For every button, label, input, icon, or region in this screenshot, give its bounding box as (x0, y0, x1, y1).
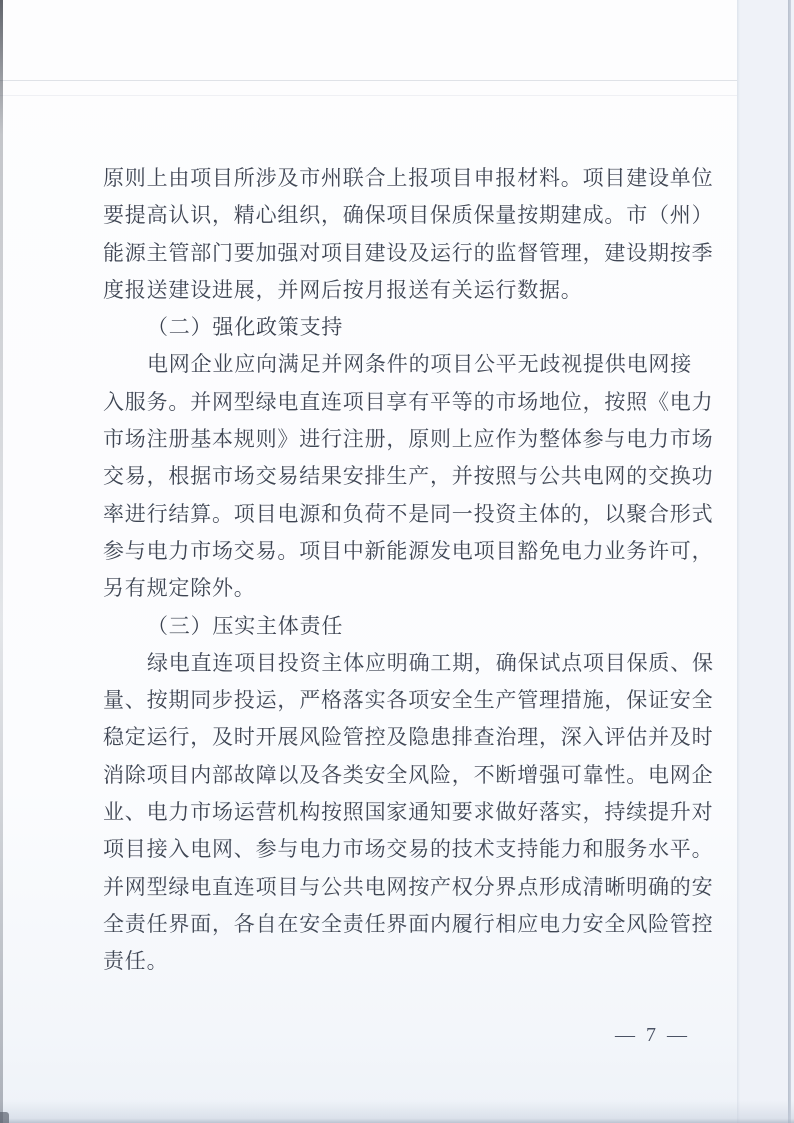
text-line: 消除项目内部故障以及各类安全风险，不断增强可靠性。电网企 (103, 762, 714, 787)
scan-right-edge-line (788, 0, 791, 1123)
section-heading-3: （三）压实主体责任 (147, 613, 344, 638)
page-number: — 7 — (615, 1024, 690, 1046)
text-line: 原则上由项目所涉及市州联合上报项目申报材料。项目建设单位 (103, 166, 714, 190)
scan-left-edge-line (0, 0, 3, 1123)
text-line: 电网企业应向满足并网条件的项目公平无歧视提供电网接 (147, 352, 692, 377)
text-line: 参与电力市场交易。项目中新能源发电项目豁免电力业务许可， (103, 538, 714, 563)
text-line: 要提高认识，精心组织，确保项目保质保量按期建成。市（州） (103, 203, 714, 228)
text-line: 率进行结算。项目电源和负荷不是同一投资主体的，以聚合形式 (103, 501, 714, 526)
scan-right-margin (737, 0, 794, 1123)
document-body (103, 160, 723, 981)
text-line: 度报送建设进展，并网后按月报送有关运行数据。 (103, 277, 583, 302)
scan-fold-line-secondary (0, 95, 794, 96)
text-line: 交易，根据市场交易结果安排生产，并按照与公共电网的交换功 (103, 464, 714, 489)
text-line: 并网型绿电直连项目与公共电网按产权分界点形成清晰明确的安 (103, 874, 714, 899)
text-line: 能源主管部门要加强对项目建设及运行的监督管理，建设期按季 (103, 240, 714, 265)
text-line: 稳定运行，及时开展风险管控及隐患排查治理，深入评估并及时 (103, 725, 714, 750)
text-line: 市场注册基本规则》进行注册，原则上应作为整体参与电力市场 (103, 427, 714, 452)
scan-fold-line (0, 80, 794, 81)
text-line: 另有规定除外。 (103, 576, 256, 601)
text-line: 责任。 (103, 949, 169, 974)
section-heading-2: （二）强化政策支持 (147, 315, 344, 340)
scan-bottom-edge (0, 1100, 794, 1123)
text-line: 入服务。并网型绿电直连项目享有平等的市场地位，按照《电力 (103, 389, 714, 414)
text-line: 绿电直连项目投资主体应明确工期，确保试点项目保质、保 (147, 650, 714, 675)
text-line: 全责任界面，各自在安全责任界面内履行相应电力安全风险管控 (103, 911, 714, 936)
text-line: 量、按期同步投运，严格落实各项安全生产管理措施，保证安全 (103, 688, 714, 713)
text-line: 业、电力市场运营机构按照国家通知要求做好落实，持续提升对 (103, 800, 714, 825)
text-line: 项目接入电网、参与电力市场交易的技术支持能力和服务水平。 (103, 837, 714, 862)
